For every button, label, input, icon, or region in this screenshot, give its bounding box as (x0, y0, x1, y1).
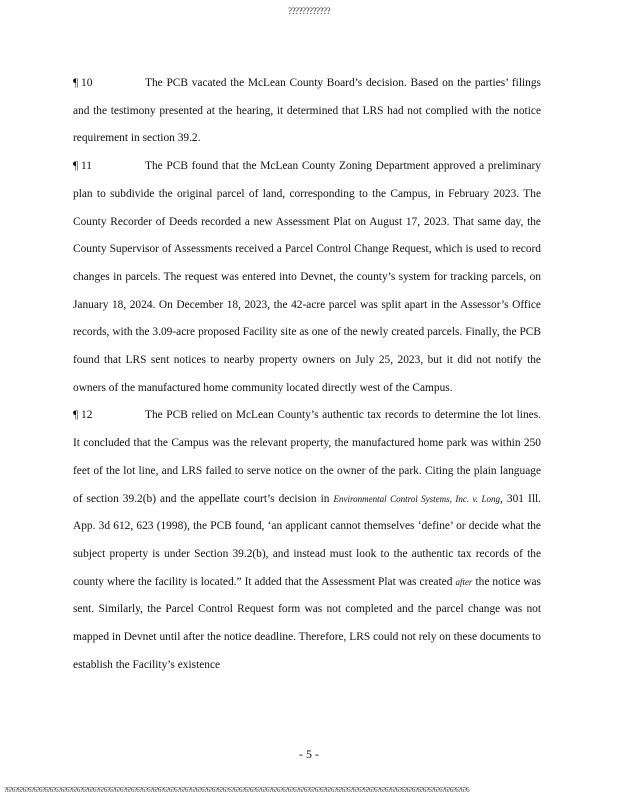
header-mark: ???????????? (288, 6, 330, 16)
paragraph-number: ¶ 12 (73, 409, 93, 422)
paragraph-text: The PCB relied on McLean County’s authentic tax records to determine the lot lines. It concluded that the Campus was the relevant property, the manufactured home park was within 250 feet of the lot line, and LRS failed to serve notice on the owner of the park. Citing the plain language of section 39.2(b) and the appellate court’s decision in (73, 409, 541, 505)
paragraph-text: The PCB found that the McLean County Zoning Department approved a preliminary plan to subdivide the original parcel of land, corresponding to the Campus, in February 2023. The County Recorder of Deeds recorded a new Assessment Plat on August 17, 2023. That same day, the County Supervisor of Assessments received a Parcel Control Change Request, which is used to record changes in parcels. The request was entered into Devnet, the county’s system for tracking parcels, on January 18, 2024. On December 18, 2023, the 42-acre parcel was split apart in the Assessor’s Office records, with the 3.09-acre proposed Facility site as one of the newly created parcels. Finally, the PCB found that LRS sent notices to nearby property owners on July 25, 2023, but it did not notify the owners of the manufactured home community located directly west of the Campus. (73, 160, 541, 394)
paragraph-text: the notice was sent. Similarly, the Parcel Control Request form was not completed and the parcel change was not mapped in Devnet until after the notice deadline. Therefore, LRS could not rely on these documents to establish the Facility’s existence (73, 575, 541, 671)
paragraph-number: ¶ 11 (73, 160, 92, 173)
paragraph-number: ¶ 10 (73, 77, 93, 89)
paragraph-text: , 301 Ill. App. 3d 612, 623 (1998), the PCB found, ‘an applicant cannot themselves ‘define’ or decide what the subject property is under Section 39.2(b), and instead must look to the authentic tax records of the county where the facility is located.” It added that the Assessment Plat was created (73, 492, 542, 588)
page-number: - 5 - (299, 747, 319, 761)
paragraph-text: The PCB vacated the McLean County Board’s decision. Based on the parties’ filings and the testimony presented at the hearing, it determined that LRS had not complied with the notice requirement in section 39.2. (73, 77, 541, 145)
footer-mark: ?6?6?6?6?6?6?6?6?6?6?6?6?6?6?6?6?6?6?6?6?6?6?6?6?6?6?6?6?6?6?6?6?6?6?6?6?6?6?6?6?6?6?6?6?6?6?6?6?6?6?6?6?6?6?6?6?6?6?6?6?6?6?6?6?6?6?6?6?6?6?6?6?6?6?6?6?6?6?6?6?6?6?6?6?6?6 (4, 786, 469, 794)
paragraph-10 (73, 70, 541, 153)
opinion-body (73, 70, 541, 679)
paragraph-12 (73, 402, 541, 679)
paragraph-11 (73, 153, 541, 402)
case-citation-name: Environmental Control Systems, Inc. v. Long (333, 493, 501, 504)
emphasis-word: after (455, 576, 473, 587)
